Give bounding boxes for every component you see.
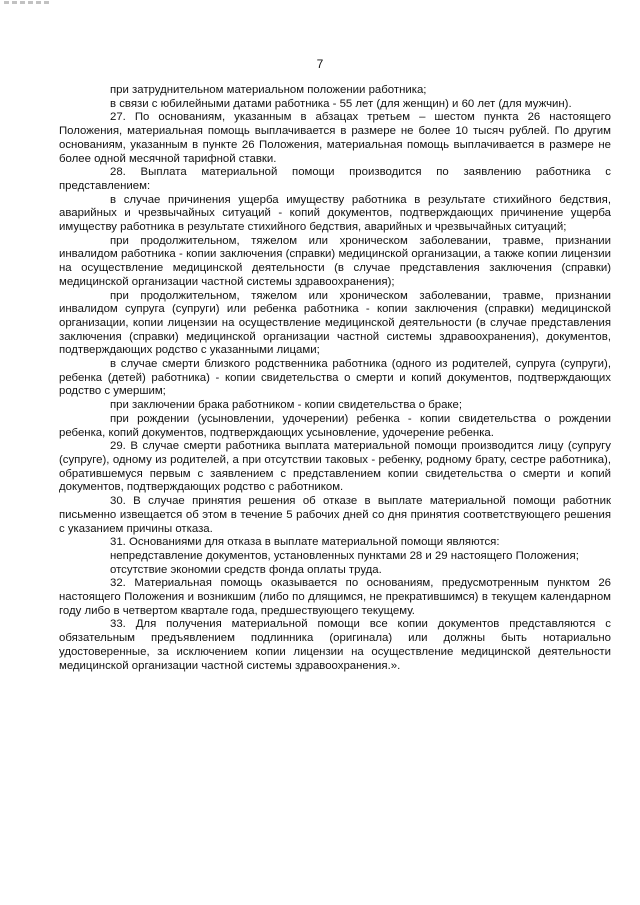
page-number: 7 <box>316 57 324 71</box>
paragraph-clause-31: 31. Основаниями для отказа в выплате материальной помощи являются: <box>110 536 500 549</box>
paragraph-clause-32: 32. Материальная помощь оказывается по основаниям, предусмотренным пунктом 26 настоящего Положения и возникшим (либо по длящимся, не прекратившимся) в текущем календарном году либо в четвертом квартале года, предшествующего текущему. <box>59 577 611 617</box>
document-body <box>59 84 611 673</box>
paragraph-clause-29: 29. В случае смерти работника выплата материальной помощи производится лицу (супругу (супруге), одному из родителей, а при отсутствии таковых - ребенку, родному брату, сестре работника), обратившемуся первым с заявлением с представлением копии свидетельства о смерти и копий документов, подтверждающих родство с работником. <box>59 440 611 494</box>
paragraph-marriage: при заключении брака работником - копии свидетельства о браке; <box>110 399 463 412</box>
paragraph-clause-33: 33. Для получения материальной помощи все копии документов представляются с обязательным предъявлением подлинника (оригинала) или должны быть нотариально удостоверенные, за исключением копии лицензии на осуществление медицинской деятельности медицинской организации частной системы здравоохранения.». <box>59 618 611 672</box>
paragraph-clause-30: 30. В случае принятия решения об отказе в выплате материальной помощи работник письменно извещается об этом в течение 5 рабочих дней со дня принятия соответствующего решения с указанием причины отказа. <box>59 495 611 535</box>
paragraph-clause-27: 27. По основаниям, указанным в абзацах третьем – шестом пункта 26 настоящего Положения, материальная помощь выплачивается в размере не более 10 тысяч рублей. По другим основаниям, указанным в пункте 26 Положения, материальная помощь выплачивается в размере не более одной месячной тарифной ставки. <box>59 111 611 165</box>
paragraph-child-birth: при рождении (усыновлении, удочерении) ребенка - копии свидетельства о рождении ребенка, копий документов, подтверждающих усыновление, удочерение ребенка. <box>59 412 611 439</box>
paragraph-financial-hardship: при затруднительном материальном положении работника; <box>110 84 427 96</box>
paragraph-no-savings: отсутствие экономии средств фонда оплаты труда. <box>110 563 382 576</box>
scan-artifact <box>4 1 50 4</box>
paragraph-anniversary-dates: в связи с юбилейными датами работника - 55 лет (для женщин) и 60 лет (для мужчин). <box>110 97 572 110</box>
paragraph-clause-28: 28. Выплата материальной помощи производится по заявлению работника с представлением: <box>59 166 611 192</box>
paragraph-family-illness: при продолжительном, тяжелом или хроническом заболевании, травме, признании инвалидом супруга (супруги) или ребенка работника - копии заключения (справки) медицинской организации, копии лицензии на осуществление медицинской деятельности (в случае представления заключения (справки) медицинской организации частной системы здравоохранения), документов, подтверждающих родство с указанными лицами; <box>59 289 611 357</box>
paragraph-relative-death: в случае смерти близкого родственника работника (одного из родителей, супруга (супруги), ребенка (детей) работника) - копии свидетельства о смерти и копий документов, подтверждающих родство с умершим; <box>59 358 611 398</box>
paragraph-property-damage: в случае причинения ущерба имуществу работника в результате стихийного бедствия, аварийных и чрезвычайных ситуаций - копий документов, подтверждающих причинение ущерба имуществу работника в результате стихийного бедствия, аварийных и чрезвычайных ситуаций; <box>59 193 611 234</box>
paragraph-employee-illness: при продолжительном, тяжелом или хроническом заболевании, травме, признании инвалидом работника - копии заключения (справки) медицинской организации, а также копии лицензии на осуществление медицинской деятельности (в случае представления заключения (справки) медицинской организации частной системы здравоохранения); <box>59 234 611 288</box>
paragraph-missing-documents: непредставление документов, установленных пунктами 28 и 29 настоящего Положения; <box>110 549 579 562</box>
